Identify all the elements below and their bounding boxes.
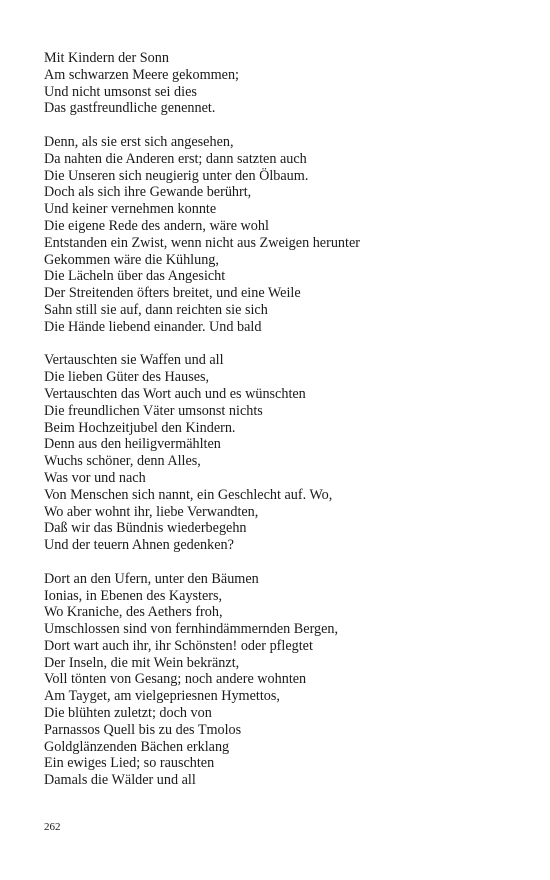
poem-line: Voll tönten von Gesang; noch andere wohnten <box>44 671 307 688</box>
poem-line: Wo aber wohnt ihr, liebe Verwandten, <box>44 503 259 520</box>
stanza <box>44 352 524 554</box>
poem-line: Am Tayget, am vielgepriesnen Hymettos, <box>44 688 280 705</box>
poem-line: Doch als sich ihre Gewande berührt, <box>44 184 252 201</box>
poem-line: Die eigene Rede des andern, wäre wohl <box>44 217 269 234</box>
poem-line: Von Menschen sich nannt, ein Geschlecht auf. Wo, <box>44 486 333 503</box>
poem-line: Die Unseren sich neugierig unter den Ölbaum. <box>44 167 309 184</box>
poem-text <box>44 50 524 806</box>
poem-line: Dort an den Ufern, unter den Bäumen <box>44 570 259 587</box>
poem-line: Damals die Wälder und all <box>44 772 196 789</box>
poem-line: Am schwarzen Meere gekommen; <box>44 66 240 83</box>
poem-line: Gekommen wäre die Kühlung, <box>44 251 219 268</box>
poem-line: Denn aus den heiligvermählten <box>44 436 221 453</box>
poem-line: Und der teuern Ahnen gedenken? <box>44 537 234 554</box>
poem-line: Entstanden ein Zwist, wenn nicht aus Zweigen herunter <box>44 234 360 251</box>
poem-line: Dort wart auch ihr, ihr Schönsten! oder pflegtet <box>44 637 313 654</box>
stanza <box>44 571 524 789</box>
poem-line: Was vor und nach <box>44 469 146 486</box>
poem-line: Der Streitenden öfters breitet, und eine Weile <box>44 285 301 302</box>
poem-line: Wuchs schöner, denn Alles, <box>44 453 201 470</box>
poem-line: Wo Kraniche, des Aethers froh, <box>44 604 223 621</box>
poem-line: Umschlossen sind von fernhindämmernden Bergen, <box>44 621 339 638</box>
poem-line: Der Inseln, die mit Wein bekränzt, <box>44 654 240 671</box>
poem-line: Und nicht umsonst sei dies <box>44 83 197 100</box>
poem-line: Die blühten zuletzt; doch von <box>44 705 212 722</box>
poem-line: Daß wir das Bündnis wiederbegehn <box>44 520 247 537</box>
poem-line: Ein ewiges Lied; so rauschten <box>44 755 215 772</box>
stanza <box>44 50 524 117</box>
poem-line: Parnassos Quell bis zu des Tmolos <box>44 721 242 738</box>
poem-line: Denn, als sie erst sich angesehen, <box>44 133 234 150</box>
poem-line: Beim Hochzeitjubel den Kindern. <box>44 419 236 436</box>
stanza <box>44 134 524 336</box>
poem-line: Die Hände liebend einander. Und bald <box>44 318 262 335</box>
poem-line: Vertauschten sie Waffen und all <box>44 352 224 369</box>
poem-line: Die Lächeln über das Angesicht <box>44 268 226 285</box>
poem-line: Da nahten die Anderen erst; dann satzten auch <box>44 150 307 167</box>
poem-line: Vertauschten das Wort auch und es wünschten <box>44 385 306 402</box>
poem-line: Und keiner vernehmen konnte <box>44 201 217 218</box>
poem-line: Mit Kindern der Sonn <box>44 50 169 66</box>
poem-line: Goldglänzenden Bächen erklang <box>44 738 230 755</box>
page-number: 262 <box>44 821 61 833</box>
poem-line: Ionias, in Ebenen des Kaysters, <box>44 587 223 604</box>
poem-line: Sahn still sie auf, dann reichten sie sich <box>44 301 268 318</box>
poem-line: Das gastfreundliche genennet. <box>44 100 216 117</box>
poem-line: Die lieben Güter des Hauses, <box>44 369 210 386</box>
poem-line: Die freundlichen Väter umsonst nichts <box>44 402 263 419</box>
